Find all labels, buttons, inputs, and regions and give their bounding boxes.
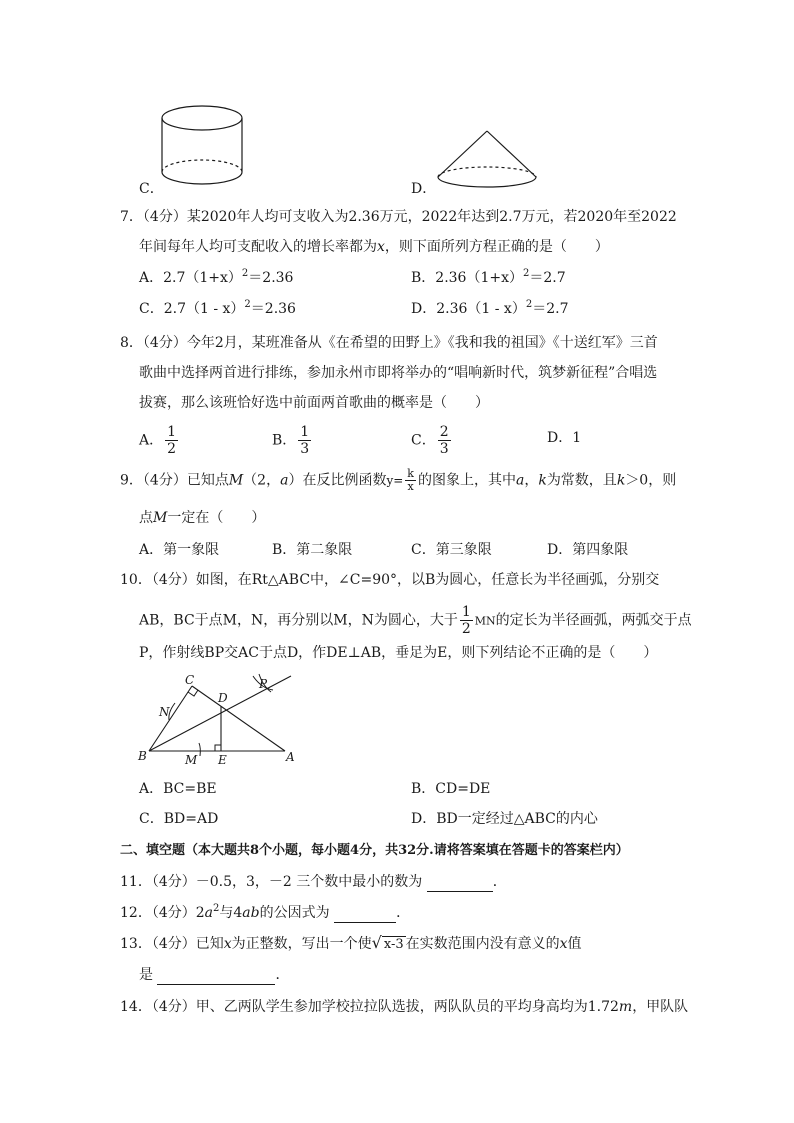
- q10-line1: 10．（4分）如图，在Rt△ABC中，∠C=90°，以B为圆心，任意长为半径画弧，分别交: [120, 572, 660, 588]
- sqrt-icon: √: [371, 933, 382, 952]
- q11-text: 11．（4分）－0.5，3，－2 三个数中最小的数为: [120, 874, 423, 890]
- q9-coords: （2，: [243, 472, 281, 489]
- q10-line2: [139, 604, 692, 637]
- q6-option-d[interactable]: D．: [411, 181, 437, 197]
- q8-c-label: C．: [411, 432, 436, 449]
- q13-x: x: [223, 936, 232, 952]
- fig-label-d: D: [218, 691, 228, 705]
- q13-post: 在实数范围内没有意义的: [405, 936, 560, 952]
- q9-a: a: [280, 472, 289, 489]
- q8-option-a[interactable]: [139, 424, 180, 457]
- q12-exp: 2: [213, 903, 220, 914]
- q9-pre: 9．（4分）已知点: [120, 472, 229, 489]
- q9-post3: ＞0，则: [625, 472, 677, 489]
- q8-a-num: 1: [167, 424, 177, 440]
- q8-line1: 8．（4分）今年2月，某班准备从《在希望的田野上》《我和我的祖国》《十送红军》三首: [120, 335, 658, 351]
- q9-y: y=: [386, 473, 404, 488]
- q12-end: ．: [396, 905, 411, 921]
- q7-c-tail: ＝2.36: [250, 301, 296, 317]
- q12-a: a: [204, 905, 213, 921]
- q9-k: k: [538, 472, 547, 489]
- q7-option-a[interactable]: [139, 268, 293, 288]
- q7-c-text: C．2.7（1 - x）: [139, 301, 245, 317]
- fig-label-c: C: [185, 673, 195, 687]
- q13-line2-label: 是: [139, 967, 153, 983]
- q8-a-label: A．: [139, 432, 164, 449]
- q7-d-text: D．2.36（1 - x）: [411, 301, 526, 317]
- q8-b-num: 1: [300, 424, 310, 440]
- q13-line2: [139, 965, 289, 985]
- q14-text: 14．（4分）甲、乙两队学生参加学校拉拉队选拔，两队队员的平均身高均为1.72: [120, 999, 619, 1015]
- section-2-heading: 二、填空题（本大题共8个小题，每小题4分，共32分.请将答案填在答题卡的答案栏内）: [120, 843, 629, 858]
- q9-option-a[interactable]: A．第一象限: [139, 542, 220, 558]
- q13-radicand: x-3: [383, 937, 404, 952]
- q9-fraction: [405, 468, 416, 493]
- q7-a-exp: 2: [241, 268, 249, 279]
- q6-cone-figure: [434, 125, 540, 199]
- q9-comma: ，: [524, 472, 539, 489]
- q9-line2-m: M: [153, 510, 168, 526]
- q7-c-exp: 2: [244, 299, 251, 310]
- q9-option-b[interactable]: B．第二象限: [272, 542, 353, 558]
- q7-b-tail: ＝2.7: [529, 270, 566, 286]
- q10-fraction: [460, 604, 473, 637]
- q8-c-num: 2: [439, 424, 449, 440]
- fig-label-e: E: [218, 753, 227, 767]
- q9-k2: k: [616, 472, 626, 489]
- q9-option-c[interactable]: C．第三象限: [411, 542, 492, 558]
- q12: [120, 903, 410, 923]
- q10-option-b[interactable]: B．CD=DE: [411, 781, 491, 797]
- q12-answer-blank[interactable]: [334, 906, 396, 923]
- q8-a-fraction: [165, 424, 178, 457]
- q7-option-b[interactable]: [411, 268, 566, 288]
- fig-label-b: B: [138, 749, 147, 763]
- cone-icon: [434, 125, 540, 195]
- q10-num: 1: [461, 604, 471, 620]
- q9-m: M: [228, 472, 244, 489]
- q9-post2: 为常数，且: [546, 472, 617, 489]
- q14-line1: [120, 997, 688, 1017]
- q8-line2: 歌曲中选择两首进行排练，参加永州市即将举办的“唱响新时代，筑梦新征程”合唱选: [139, 365, 658, 381]
- q7-b-text: B．2.36（1+x）: [411, 270, 523, 286]
- q12-mid: 与4: [219, 905, 243, 921]
- q10-option-c[interactable]: C．BD=AD: [139, 811, 219, 827]
- q12-pre: 12．（4分）2: [120, 905, 205, 921]
- fig-label-p: P: [259, 677, 268, 691]
- q13-mid: 为正整数，写出一个使: [231, 936, 372, 952]
- q13-x2: x: [559, 936, 568, 952]
- q10-den: 2: [461, 621, 471, 637]
- q10-triangle-figure: [135, 668, 305, 772]
- q10-line3: P，作射线BP交AC于点D，作DE⊥AB，垂足为E，则下列结论不正确的是（ ）: [139, 645, 658, 661]
- q9-fden: x: [407, 480, 414, 493]
- q8-b-fraction: [298, 424, 311, 457]
- q9-option-d[interactable]: D．第四象限: [547, 542, 629, 558]
- q7-option-d[interactable]: [411, 299, 568, 319]
- q6-option-c[interactable]: C．: [139, 181, 164, 197]
- q13-answer-blank[interactable]: [157, 968, 275, 985]
- q13-line1: [120, 933, 582, 954]
- q14-m: m: [618, 999, 633, 1015]
- q8-c-fraction: [438, 424, 451, 457]
- q8-option-c[interactable]: [411, 424, 453, 457]
- q14-tail: ，甲队队: [632, 999, 689, 1015]
- q7-a-text: A．2.7（1+x）: [139, 270, 242, 286]
- fig-label-m: M: [185, 753, 198, 767]
- q7-d-exp: 2: [525, 299, 533, 310]
- q7-d-tail: ＝2.7: [532, 301, 569, 317]
- q12-ab: ab: [242, 905, 260, 921]
- q7-a-tail: ＝2.36: [248, 270, 294, 286]
- triangle-diagram-icon: [135, 668, 305, 768]
- q9-post1: 的图象上，其中: [417, 472, 516, 489]
- q9-line2: [139, 508, 265, 528]
- q8-c-den: 3: [439, 441, 449, 457]
- q6-cylinder-figure: [155, 100, 250, 199]
- fig-label-a: A: [286, 750, 295, 764]
- q8-b-den: 3: [300, 441, 310, 457]
- q11: [120, 872, 507, 892]
- q10-line2-b: 的定长为半径画弧，两弧交于点: [495, 612, 692, 629]
- q8-option-d[interactable]: D．1: [547, 430, 582, 446]
- q7-line1: 7．（4分）某2020年人均可支收入为2.36万元，2022年达到2.7万元，若2020年至2022: [120, 209, 677, 225]
- q8-option-b[interactable]: [272, 424, 313, 457]
- q7-b-exp: 2: [523, 268, 530, 279]
- q10-line2-a: AB，BC于点M，N，再分别以M，N为圆心，大于: [139, 612, 458, 629]
- q7-var-x: x: [377, 239, 385, 255]
- q7-line2-a: 年间每年人均可支配收入的增长率都为: [139, 239, 377, 255]
- q13-tail: 值: [567, 936, 582, 952]
- cylinder-icon: [155, 100, 250, 195]
- q11-end: ．: [492, 874, 507, 890]
- q7-line2-b: ，则下面所列方程正确的是（ ）: [384, 239, 609, 255]
- q8-line3: 拔赛，那么该班恰好选中前面两首歌曲的概率是（ ）: [139, 395, 489, 411]
- q11-answer-blank[interactable]: [427, 875, 493, 892]
- q7-option-c[interactable]: [139, 299, 296, 319]
- q13-end: ．: [275, 967, 290, 983]
- q9-mid: ）在反比例函数: [288, 472, 387, 489]
- q9-line2-b: 一定在（ ）: [167, 510, 266, 526]
- q13-pre: 13．（4分）已知: [120, 936, 224, 952]
- q9-a2: a: [515, 472, 525, 489]
- q8-b-label: B．: [272, 432, 297, 449]
- q9-fnum: k: [407, 467, 414, 480]
- fig-label-n: N: [159, 705, 170, 719]
- q12-post: 的公因式为: [259, 905, 330, 921]
- q10-option-d[interactable]: D．BD一定经过△ABC的内心: [411, 811, 598, 827]
- q8-a-den: 2: [167, 441, 177, 457]
- q9-line2-a: 点: [139, 510, 153, 526]
- q9-line1: [120, 468, 676, 493]
- q7-line2: [139, 237, 609, 257]
- q10-mn: MN: [474, 614, 496, 628]
- q10-option-a[interactable]: A．BC=BE: [139, 781, 217, 797]
